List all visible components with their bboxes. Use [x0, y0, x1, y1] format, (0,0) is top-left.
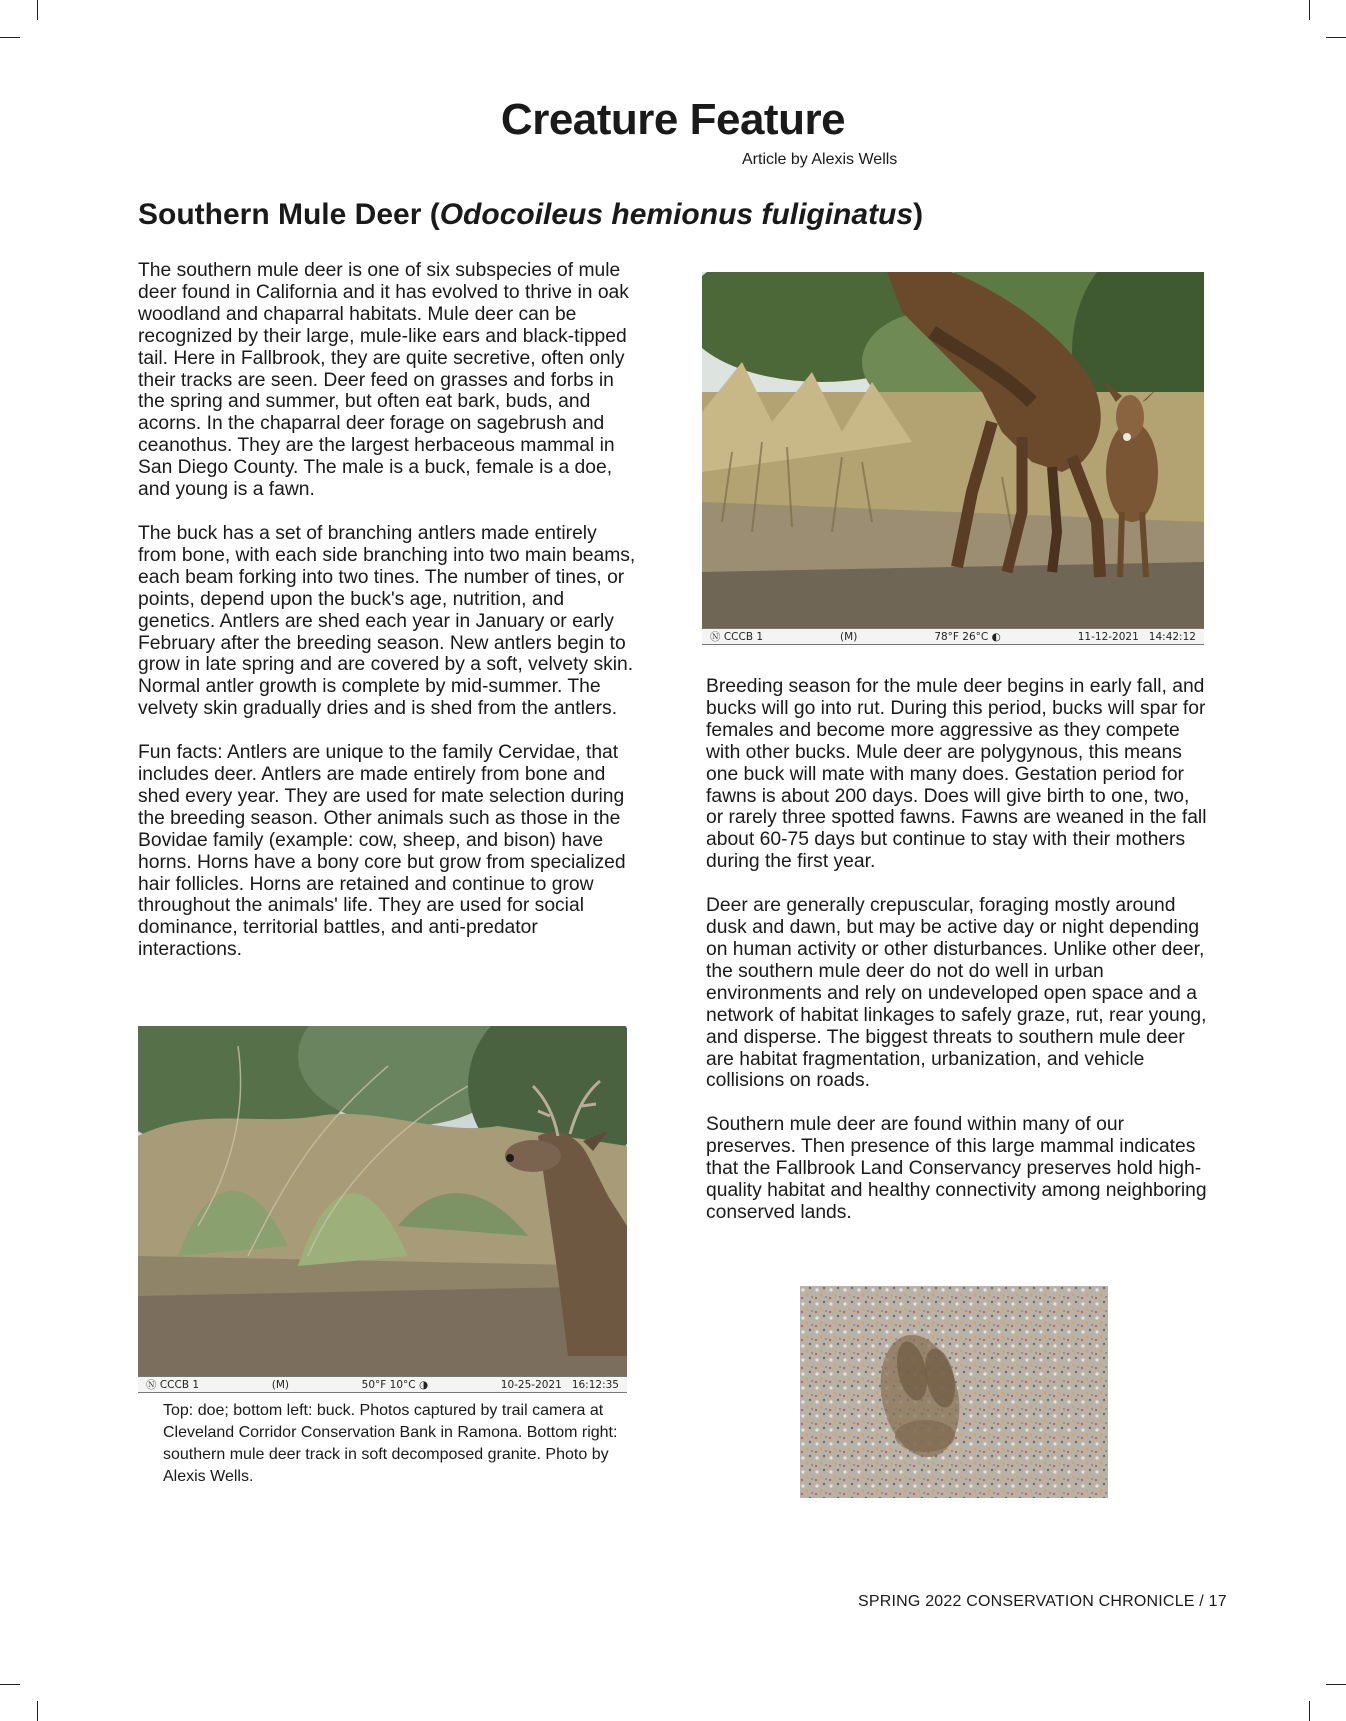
byline: Article by Alexis Wells: [742, 151, 898, 168]
camera-icon: Ⓝ: [710, 631, 721, 643]
article-heading: [138, 198, 923, 232]
buck-date: 10-25-2021: [500, 1378, 562, 1391]
buck-photo-image: [138, 1026, 627, 1376]
buck-photo-stamp: [138, 1376, 627, 1393]
photo-caption: Top: doe; bottom left: buck. Photos captured by trail camera at Cleveland Corridor Conservation Bank in Ramona. Bottom right: southern mule deer track in soft decomposed granite. Photo by Alexis Wells.: [163, 1402, 618, 1485]
doe-photo-image: [702, 272, 1204, 628]
camera-icon: Ⓝ: [146, 1379, 157, 1391]
heading-scientific-name: Odocoileus hemionus fuliginatus: [439, 198, 914, 231]
track-photo-image: [800, 1286, 1108, 1498]
paragraph-antlers: The buck has a set of branching antlers made entirely from bone, with each side branching into two main beams, each beam forking into two tines. The number of tines, or points, depend upon the buck's age, nutrition, and genetics. Antlers are shed each year in January or early February after the breeding season. New antlers begin to grow in late spring and are covered by a soft, velvety skin. Normal antler growth is complete by mid-summer. The velvety skin gradually dries and is shed from the antlers.: [138, 522, 636, 720]
buck-temperature: 50°F 10°C: [361, 1378, 416, 1391]
page-footer: SPRING 2022 CONSERVATION CHRONICLE / 17: [858, 1593, 1227, 1610]
doe-mode-badge: (M): [840, 630, 858, 643]
doe-camera-id: CCCB 1: [723, 631, 764, 643]
moon-phase-icon: ◑: [418, 1378, 429, 1391]
paragraph-behavior: Deer are generally crepuscular, foraging mostly around dusk and dawn, but may be active day or night depending on human activity or other disturbances. Unlike other deer, the southern mule deer do not do well in urban environments and rely on undeveloped open space and a network of habitat linkages to safely graze, rut, rear young, and disperse. The biggest threats to southern mule deer are habitat fragmentation, urbanization, and vehicle collisions on roads.: [706, 895, 1207, 1092]
moon-phase-icon: ◐: [991, 630, 1001, 643]
paragraph-preserves: Southern mule deer are found within many of our preserves. Then presence of this large mammal indicates that the Fallbrook Land Conservancy preserves hold high-quality habitat and healthy connectivity among neighboring conserved lands.: [706, 1114, 1207, 1223]
paragraph-breeding: Breeding season for the mule deer begins in early fall, and bucks will go into rut. During this period, bucks will spar for females and become more aggressive as they compete with other bucks. Mule deer are polygynous, this means one buck will mate with many does. Gestation period for fawns is about 200 days. Does will give birth to one, two, or rarely three spotted fawns. Fawns are weaned in the fall about 60-75 days but continue to stay with their mothers during the first year.: [706, 676, 1207, 873]
left-column: [138, 260, 638, 983]
deer-track-photo: [800, 1286, 1108, 1498]
paragraph-fun-facts: Fun facts: Antlers are unique to the family Cervidae, that includes deer. Antlers are made entirely from bone and shed every year. They are used for mate selection during the breeding season. Other animals such as those in the Bovidae family (example: cow, sheep, and bison) have horns. Horns have a bony core but grow from specialized hair follicles. Horns are retained and continue to grow throughout the animals' life. They are used for social dominance, territorial battles, and anti-predator interactions.: [138, 742, 626, 961]
buck-mode-badge: (M): [271, 1378, 289, 1391]
doe-trail-camera-photo: [702, 272, 1204, 645]
right-column: [706, 676, 1208, 1246]
doe-date: 11-12-2021: [1077, 630, 1139, 643]
doe-temperature: 78°F 26°C: [934, 630, 989, 643]
doe-time: 14:42:12: [1148, 630, 1196, 643]
doe-photo-stamp: [702, 628, 1204, 645]
buck-camera-id: CCCB 1: [159, 1379, 200, 1391]
paragraph-intro: The southern mule deer is one of six subspecies of mule deer found in California and it has evolved to thrive in oak woodland and chaparral habitats. Mule deer can be recognized by their large, mule-like ears and black-tipped tail. Here in Fallbrook, they are quite secretive, often only their tracks are seen. Deer feed on grasses and forbs in the spring and summer, but often eat bark, buds, and acorns. In the chaparral deer forage on sagebrush and ceanothus. They are the largest herbaceous mammal in San Diego County. The male is a buck, female is a doe, and young is a fawn.: [138, 260, 629, 501]
page-title: Creature Feature: [500, 95, 846, 144]
buck-trail-camera-photo: [138, 1026, 627, 1393]
heading-common-name: Southern Mule Deer (: [138, 198, 440, 231]
heading-close-paren: ): [913, 198, 924, 231]
buck-time: 16:12:35: [571, 1378, 619, 1391]
